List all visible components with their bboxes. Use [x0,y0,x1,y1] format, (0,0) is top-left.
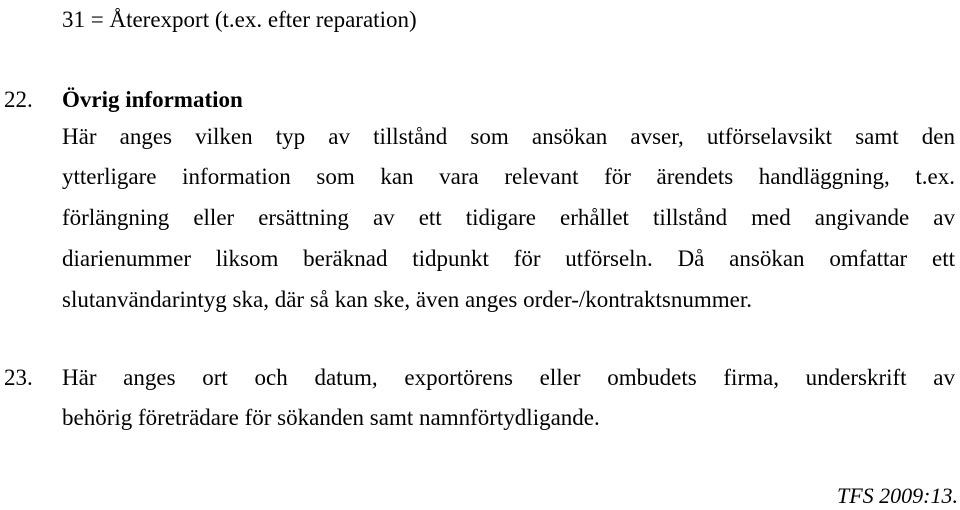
section-22-line-2: ytterligare information som kan vara relevant för ärendets handläggning, t.ex. [62,164,955,189]
section-23-number: 23. [4,365,33,390]
section-22-line-4: diarienummer liksom beräknad tidpunkt för utförseln. Då ansökan omfattar ett [62,246,955,271]
section-22-title: Övrig information [62,87,243,112]
reexport-text: 31 = Återexport (t.ex. efter reparation) [62,7,417,32]
section-22-line-3: förlängning eller ersättning av ett tidigare erhållet tillstånd med angivande av [62,205,955,230]
section-23-line-1: Här anges ort och datum, exportörens eller ombudets firma, underskrift av [62,365,955,390]
section-22-number: 22. [4,87,33,112]
section-23-line-2: behörig företrädare för sökanden samt namnförtydligande. [62,405,600,430]
section-22-line-5: slutanvändarintyg ska, där så kan ske, även anges order-/kontraktsnummer. [62,287,752,312]
footer-reference: TFS 2009:13. [837,483,958,508]
section-22-line-1: Här anges vilken typ av tillstånd som ansökan avser, utförselavsikt samt den [62,124,955,149]
reexport-item [62,6,417,34]
